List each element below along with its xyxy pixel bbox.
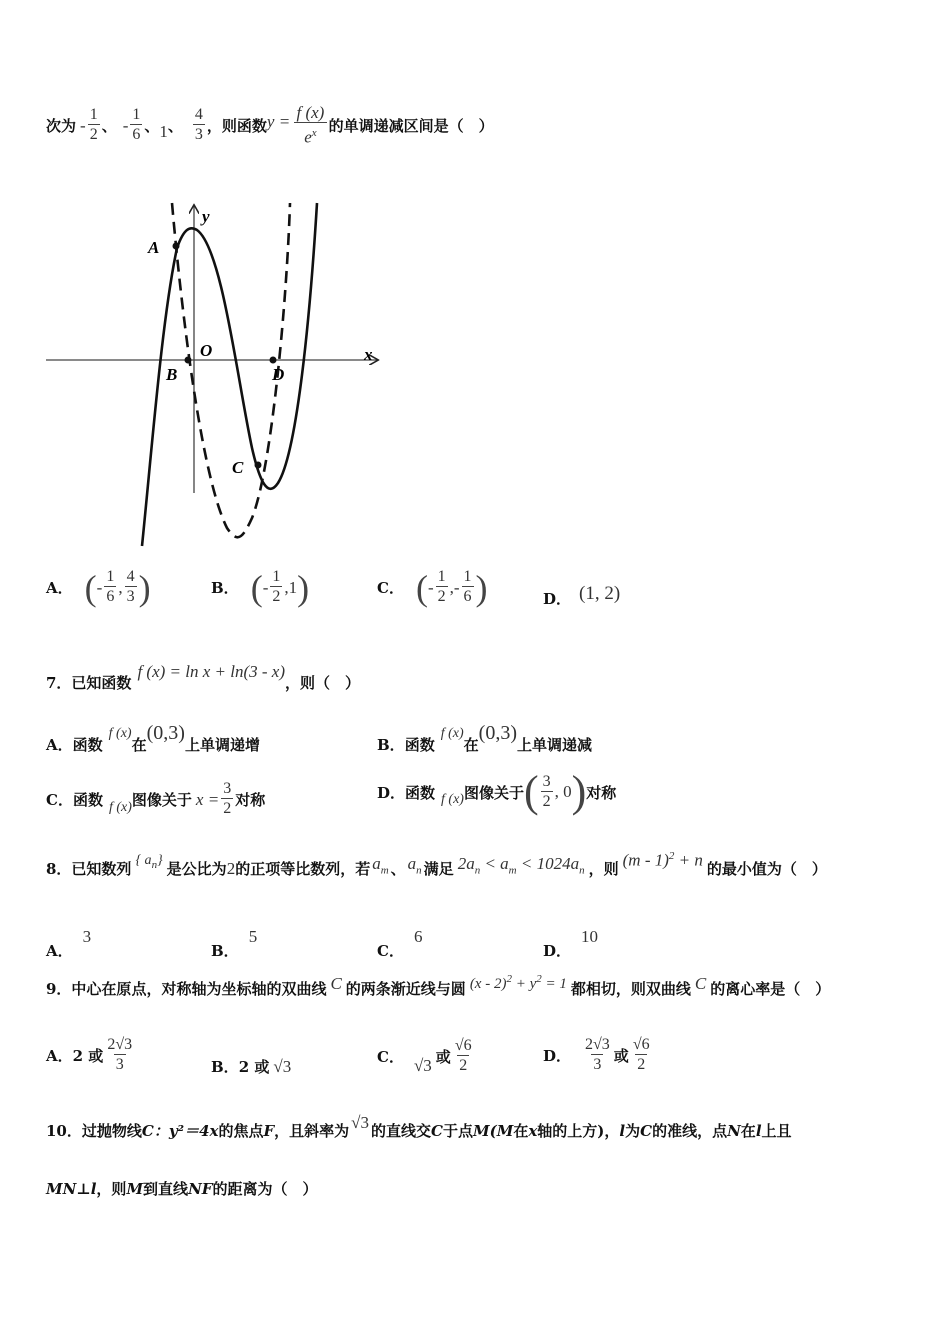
point-a bbox=[173, 243, 180, 250]
q9-option-a[interactable]: A． 2 或 $\frac{2√3}{3}$ bbox=[46, 1036, 133, 1073]
point-b bbox=[185, 357, 192, 364]
q6-sign1: - bbox=[80, 115, 86, 135]
q9-circle: $(x - 2)^2 + y^2 = 1$ bbox=[469, 972, 567, 992]
q9-stem: 9．中心在原点，对称轴为坐标轴的双曲线 C 的两条渐近线与圆 $(x - 2)^2 + y^2 = 1$ 都相切，则双曲线 C 的离心率是（ ） bbox=[46, 972, 831, 998]
q6-mid: ，则函数 bbox=[206, 117, 267, 136]
q8-option-c[interactable]: C． 6 bbox=[377, 926, 423, 960]
label-y: y bbox=[202, 207, 210, 226]
q6-option-c[interactable]: C． ( - $\frac{1}{2}$ , - $\frac{1}{6}$ ) bbox=[377, 567, 488, 608]
q7-func: f (x) = ln x + ln(3 - x) bbox=[137, 661, 286, 681]
q7-stem: 7．已知函数 f (x) = ln x + ln(3 - x) ，则（ ） bbox=[46, 661, 361, 692]
label-a: A bbox=[148, 238, 160, 257]
q7-option-d[interactable]: D． 函数 f (x) 图像关于 ( $\frac{3}{2}$ , 0 ) 对称 bbox=[377, 767, 617, 816]
q6-sep3: 、 bbox=[167, 117, 183, 136]
q7-option-c[interactable]: C． 函数 f (x) 图像关于 x = $\frac{3}{2}$ 对称 bbox=[46, 780, 266, 817]
q6-option-d[interactable]: D． (1, 2) bbox=[543, 582, 621, 608]
q10-line2: MN⊥l ，则 M 到直线 NF 的距离为（ ） bbox=[46, 1179, 318, 1198]
q6-suffix: 的单调递减区间是（ ） bbox=[328, 117, 494, 136]
q6-graph bbox=[42, 198, 392, 548]
q9-option-b[interactable]: B． 2 或 √3 bbox=[211, 1056, 292, 1076]
label-o: O bbox=[200, 341, 213, 360]
q6-frac3: $\frac{4}{3}$ bbox=[194, 106, 203, 144]
q8-option-b[interactable]: B． 5 bbox=[211, 926, 258, 960]
q8-stem: 8．已知数列 { $a_n$} 是公比为 2 的正项等比数列，若 $a_m$ 、 $a_n$ 满足 $2a_n < a_m < 1024a_n$ ，则 (m - 1)$^2$ + n 的最小值为（ ） bbox=[46, 850, 827, 878]
q6-sign2: - bbox=[122, 115, 129, 135]
q7-option-a[interactable]: A． 函数 f (x) 在 (0,3) 上单调递增 bbox=[46, 722, 260, 754]
q9-option-c[interactable]: C． √3 或 $\frac{√6}{2}$ bbox=[377, 1036, 472, 1075]
q8-option-d[interactable]: D． 10 bbox=[543, 926, 599, 960]
label-d: D bbox=[272, 365, 285, 384]
q8-ineq: $2a_n < a_m < 1024a_n$ bbox=[457, 854, 585, 877]
q8-option-a[interactable]: A． 3 bbox=[46, 926, 92, 960]
q6-prefix: 次为 bbox=[46, 117, 77, 136]
label-b: B bbox=[166, 365, 178, 384]
q7-option-b[interactable]: B． 函数 f (x) 在 (0,3) 上单调递减 bbox=[377, 722, 592, 754]
q8-seq: { $a_n$} bbox=[135, 852, 163, 871]
label-x: x bbox=[364, 345, 373, 364]
q6-y-eq: y = bbox=[266, 111, 291, 131]
point-c bbox=[255, 462, 262, 469]
label-c: C bbox=[232, 458, 244, 477]
q6-option-a[interactable]: A． ( - $\frac{1}{6}$ , $\frac{4}{3}$ ) bbox=[46, 567, 151, 608]
q6-sep1: 、 bbox=[101, 117, 117, 136]
q6-sep2: 、 bbox=[144, 117, 160, 136]
q6-frac-fx-ex: $\frac{f (x)}{e^x}$ bbox=[294, 104, 326, 148]
q6-one: 1 bbox=[159, 121, 168, 141]
q6-stem bbox=[46, 104, 494, 148]
q8-expr: (m - 1)$^2$ + n bbox=[622, 850, 703, 870]
q6-frac2: $\frac{1}{6}$ bbox=[132, 106, 141, 144]
point-d bbox=[270, 357, 277, 364]
q9-option-d[interactable]: D． $\frac{2√3}{3}$ 或 $\frac{√6}{2}$ bbox=[543, 1036, 650, 1073]
q10-line1: 10．过抛物线 C：y²＝4x 的焦点 F ，且斜率为 √3 的直线交 C 于点 M(M 在 x 轴的上方)， l 为 C 的准线，点 N 在 l 上且 bbox=[46, 1112, 792, 1140]
q6-option-b[interactable]: B． ( - $\frac{1}{2}$ , 1 ) bbox=[211, 567, 310, 608]
q6-frac1: $\frac{1}{2}$ bbox=[89, 106, 98, 144]
